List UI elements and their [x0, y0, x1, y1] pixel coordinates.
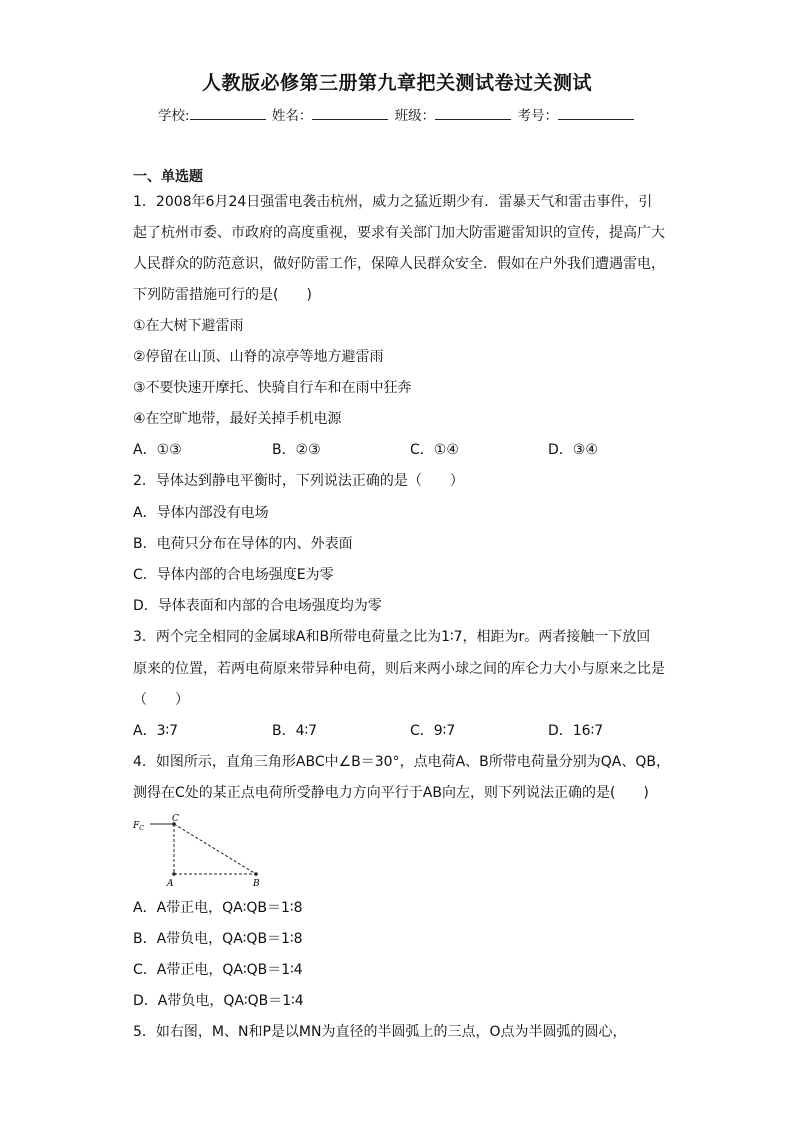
q3-option-c[interactable]: C．9∶7 — [410, 723, 456, 739]
q4-option-a[interactable]: A．A带正电，QA∶QB＝1∶8 — [133, 900, 303, 916]
q1-line: 1．2008年6月24日强雷电袭击杭州，威力之猛近期少有．雷暴天气和雷击事件，引 — [133, 194, 653, 210]
label-a: A — [167, 879, 174, 889]
class-blank[interactable] — [435, 107, 511, 120]
q1-line: 下列防雷措施可行的是( ) — [133, 287, 312, 303]
q1-line: 人民群众的防范意识，做好防雷工作，保障人民群众安全．假如在户外我们遭遇雷电， — [133, 256, 665, 272]
exam-number-label: 考号： — [517, 108, 558, 124]
name-blank[interactable] — [312, 107, 388, 120]
side-bc — [174, 824, 256, 874]
q1-option-a[interactable]: A．①③ — [133, 442, 182, 458]
q1-option-d[interactable]: D．③④ — [548, 442, 598, 458]
school-blank[interactable] — [190, 107, 266, 120]
class-label: 班级： — [394, 108, 436, 124]
q3-option-a[interactable]: A．3∶7 — [133, 723, 179, 739]
q1-item: ④在空旷地带，最好关掉手机电源 — [133, 411, 342, 427]
q4-option-c[interactable]: C．A带正电，QA∶QB＝1∶4 — [133, 962, 303, 978]
student-info-row — [0, 104, 794, 124]
q4-option-b[interactable]: B．A带负电，QA∶QB＝1∶8 — [133, 931, 303, 947]
school-label: 学校: — [158, 108, 190, 124]
q5-stem: 5．如右图，M、N和P是以MN为直径的半圆弧上的三点，O点为半圆弧的圆心， — [133, 1024, 627, 1040]
q4-line: 测得在C处的某正点电荷所受静电力方向平行于AB向左，则下列说法正确的是( ) — [133, 785, 649, 801]
label-b: B — [253, 879, 260, 889]
q2-option-a[interactable]: A．导体内部没有电场 — [133, 505, 269, 521]
q1-option-c[interactable]: C．①④ — [410, 442, 459, 458]
point-b — [254, 872, 258, 876]
q1-line: 起了杭州市委、市政府的高度重视，要求有关部门加大防雷避雷知识的宣传，提高广大 — [133, 225, 665, 241]
q1-item: ②停留在山顶、山脊的凉亭等地方避雷雨 — [133, 349, 384, 365]
q4-option-d[interactable]: D．A带负电，QA∶QB＝1∶4 — [133, 993, 304, 1009]
q3-line: （ ） — [133, 692, 189, 708]
force-label — [132, 821, 144, 832]
name-label: 姓名： — [271, 108, 313, 124]
q4-line: 4．如图所示，直角三角形ABC中∠B＝30°，点电荷A、B所带电荷量分别为QA、QB， — [133, 754, 670, 770]
force-label-sub: C — [139, 825, 144, 832]
q2-option-c[interactable]: C．导体内部的合电场强度E为零 — [133, 567, 334, 583]
q1-item: ③不要快速开摩托、快骑自行车和在雨中狂奔 — [133, 380, 412, 396]
q3-option-b[interactable]: B．4∶7 — [272, 723, 318, 739]
q2-stem: 2．导体达到静电平衡时，下列说法正确的是（ ） — [133, 473, 464, 489]
q1-item: ①在大树下避雷雨 — [133, 318, 244, 334]
q2-option-d[interactable]: D．导体表面和内部的合电场强度均为零 — [133, 598, 382, 614]
exam-number-blank[interactable] — [558, 107, 634, 120]
q3-line: 3．两个完全相同的金属球A和B所带电荷量之比为1∶7，相距为r。两者接触一下放回 — [133, 629, 651, 645]
label-c: C — [172, 814, 179, 824]
point-a — [172, 872, 176, 876]
q2-option-b[interactable]: B．电荷只分布在导体的内、外表面 — [133, 536, 353, 552]
exam-title: 人教版必修第三册第九章把关测试卷过关测试 — [201, 72, 592, 94]
q1-option-b[interactable]: B．②③ — [272, 442, 321, 458]
q3-option-d[interactable]: D．16∶7 — [548, 723, 604, 739]
q3-line: 原来的位置，若两电荷原来带异种电荷，则后来两小球之间的库仑力大小与原来之比是 — [133, 661, 665, 677]
force-label-main: F — [133, 821, 140, 831]
section-heading: 一、单选题 — [133, 169, 203, 185]
triangle-figure — [130, 812, 270, 890]
